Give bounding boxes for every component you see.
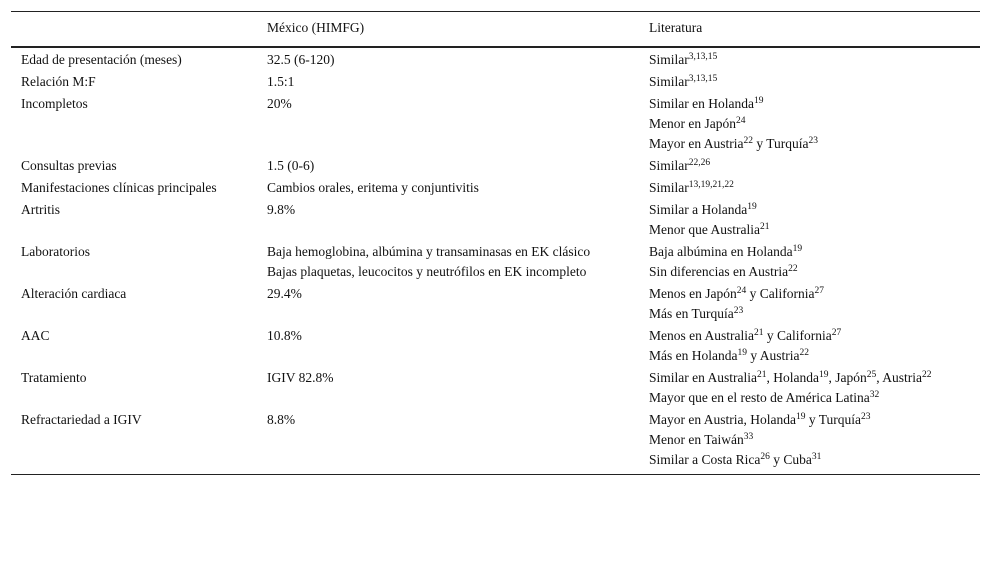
reference-superscript: 19	[795, 412, 806, 422]
mexico-cell	[256, 284, 638, 326]
table-row	[11, 368, 980, 410]
mexico-cell	[256, 326, 638, 368]
literatura-text: y California	[746, 286, 815, 301]
literatura-line	[649, 410, 980, 430]
literatura-line	[649, 326, 980, 346]
row-label: Alteración cardiaca	[21, 286, 127, 301]
table-row	[11, 200, 980, 242]
table-row	[11, 242, 980, 284]
literatura-text: Baja albúmina en Holanda	[649, 244, 793, 259]
mexico-value: 20%	[267, 96, 292, 111]
table-row	[11, 410, 980, 475]
literatura-text: Similar en Holanda	[649, 96, 754, 111]
mexico-cell	[256, 368, 638, 410]
table-row	[11, 94, 980, 156]
literatura-text: Mayor en Austria, Holanda	[649, 412, 796, 427]
reference-superscript: 23	[733, 306, 744, 316]
literatura-text: Menos en Japón	[649, 286, 737, 301]
table-row	[11, 178, 980, 200]
literatura-text: Similar	[649, 74, 689, 89]
row-label: Relación M:F	[21, 74, 96, 89]
literatura-text: Sin diferencias en Austria	[649, 264, 789, 279]
literatura-line	[649, 368, 980, 388]
literatura-line	[649, 304, 980, 324]
literatura-cell	[638, 368, 980, 410]
literatura-line	[649, 262, 980, 282]
reference-superscript: 19	[737, 348, 747, 358]
mexico-value: 32.5 (6-120)	[267, 52, 335, 67]
table-row	[11, 156, 980, 178]
literatura-text: Similar en Australia	[649, 370, 757, 385]
row-label: Laboratorios	[21, 244, 90, 259]
reference-superscript: 27	[814, 286, 824, 296]
literatura-cell	[638, 156, 980, 178]
reference-superscript: 19	[792, 244, 803, 254]
mexico-cell	[256, 94, 638, 156]
mexico-cell	[256, 47, 638, 72]
literatura-text: Menor en Japón	[649, 116, 736, 131]
literatura-cell	[638, 178, 980, 200]
literatura-cell	[638, 200, 980, 242]
mexico-cell	[256, 178, 638, 200]
comparison-table	[11, 11, 980, 475]
literatura-text: Similar	[649, 180, 689, 195]
mexico-value: 10.8%	[267, 328, 302, 343]
table-row	[11, 72, 980, 94]
literatura-text: , Holanda	[766, 370, 819, 385]
literatura-text: y Austria	[746, 348, 800, 363]
literatura-line	[649, 346, 980, 366]
mexico-value: 1.5 (0-6)	[267, 158, 315, 173]
mexico-cell	[256, 72, 638, 94]
literatura-text: Similar	[649, 158, 689, 173]
header-mexico: México (HIMFG)	[256, 12, 638, 48]
reference-superscript: 13,19,21,22	[688, 180, 734, 190]
literatura-cell	[638, 242, 980, 284]
literatura-cell	[638, 284, 980, 326]
literatura-text: Más en Turquía	[649, 306, 734, 321]
reference-superscript: 24	[736, 286, 747, 296]
literatura-text: , Japón	[828, 370, 867, 385]
row-label: Refractariedad a IGIV	[11, 410, 256, 475]
comparison-table-container	[11, 11, 980, 475]
reference-superscript: 21	[759, 222, 770, 232]
table-row	[11, 326, 980, 368]
literatura-text: Menor en Taiwán	[649, 432, 744, 447]
mexico-value: IGIV 82.8%	[267, 370, 334, 385]
literatura-line	[649, 200, 980, 220]
table-row	[11, 284, 980, 326]
reference-superscript: 24	[735, 116, 746, 126]
mexico-cell	[256, 242, 638, 284]
literatura-text: Menor que Australia	[649, 222, 760, 237]
reference-superscript: 19	[818, 370, 829, 380]
literatura-line	[649, 220, 980, 240]
row-label: Artritis	[21, 202, 60, 217]
literatura-cell	[638, 94, 980, 156]
literatura-line	[649, 156, 980, 176]
reference-superscript: 3,13,15	[688, 52, 718, 62]
mexico-value: 8.8%	[267, 412, 296, 427]
row-label: Manifestaciones clínicas principales	[21, 180, 217, 195]
literatura-text: Mayor que en el resto de América Latina	[649, 390, 870, 405]
literatura-cell	[638, 410, 980, 475]
mexico-cell	[256, 156, 638, 178]
literatura-text: y Cuba	[769, 452, 812, 467]
row-label: Edad de presentación (meses)	[21, 52, 182, 67]
literatura-line	[649, 450, 980, 470]
literatura-text: , Austria	[876, 370, 922, 385]
literatura-text: Similar a Costa Rica	[649, 452, 761, 467]
literatura-line	[649, 134, 980, 154]
reference-superscript: 22	[788, 264, 798, 274]
mexico-value: Bajas plaquetas, leucocitos y neutrófilos en EK incompleto	[267, 264, 587, 279]
reference-superscript: 3,13,15	[688, 74, 718, 84]
literatura-text: Menos en Australia	[649, 328, 754, 343]
literatura-line	[649, 114, 980, 134]
mexico-value: 29.4%	[267, 286, 302, 301]
reference-superscript: 22,26	[688, 158, 711, 168]
reference-superscript: 27	[831, 328, 842, 338]
literatura-text: y California	[763, 328, 832, 343]
literatura-cell	[638, 326, 980, 368]
header-literatura: Literatura	[638, 12, 980, 48]
mexico-cell	[256, 410, 638, 475]
reference-superscript: 21	[756, 370, 767, 380]
literatura-line	[649, 94, 980, 114]
reference-superscript: 21	[753, 328, 764, 338]
row-label: Consultas previas	[21, 158, 117, 173]
literatura-line	[649, 50, 980, 70]
literatura-cell	[638, 47, 980, 72]
reference-superscript: 31	[811, 452, 822, 462]
header-blank	[11, 12, 256, 48]
table-header-row	[11, 12, 980, 48]
mexico-value: 1.5:1	[267, 74, 295, 89]
row-label: AAC	[21, 328, 50, 343]
literatura-line	[649, 178, 980, 198]
mexico-value: 9.8%	[267, 202, 296, 217]
table-row	[11, 47, 980, 72]
literatura-line	[649, 72, 980, 92]
reference-superscript: 19	[753, 96, 764, 106]
reference-superscript: 25	[866, 370, 877, 380]
reference-superscript: 22	[921, 370, 932, 380]
literatura-line	[649, 284, 980, 304]
mexico-value: Cambios orales, eritema y conjuntivitis	[267, 180, 479, 195]
literatura-line	[649, 242, 980, 262]
row-label: Tratamiento	[21, 370, 87, 385]
mexico-value: Baja hemoglobina, albúmina y transaminasas en EK clásico	[267, 244, 591, 259]
literatura-cell	[638, 72, 980, 94]
literatura-text: Similar	[649, 52, 689, 67]
reference-superscript: 26	[760, 452, 770, 462]
reference-superscript: 23	[808, 136, 819, 146]
literatura-line	[649, 430, 980, 450]
literatura-text: y Turquía	[805, 412, 861, 427]
row-label: Incompletos	[21, 96, 88, 111]
table-body	[11, 47, 980, 475]
reference-superscript: 32	[869, 390, 880, 400]
mexico-cell	[256, 200, 638, 242]
literatura-text: Similar a Holanda	[649, 202, 748, 217]
reference-superscript: 22	[799, 348, 809, 358]
literatura-text: Mayor en Austria	[649, 136, 744, 151]
literatura-text: Más en Holanda	[649, 348, 738, 363]
reference-superscript: 33	[743, 432, 754, 442]
literatura-text: y Turquía	[752, 136, 809, 151]
reference-superscript: 23	[861, 412, 871, 422]
literatura-line	[649, 388, 980, 408]
reference-superscript: 22	[743, 136, 753, 146]
reference-superscript: 19	[747, 202, 757, 212]
